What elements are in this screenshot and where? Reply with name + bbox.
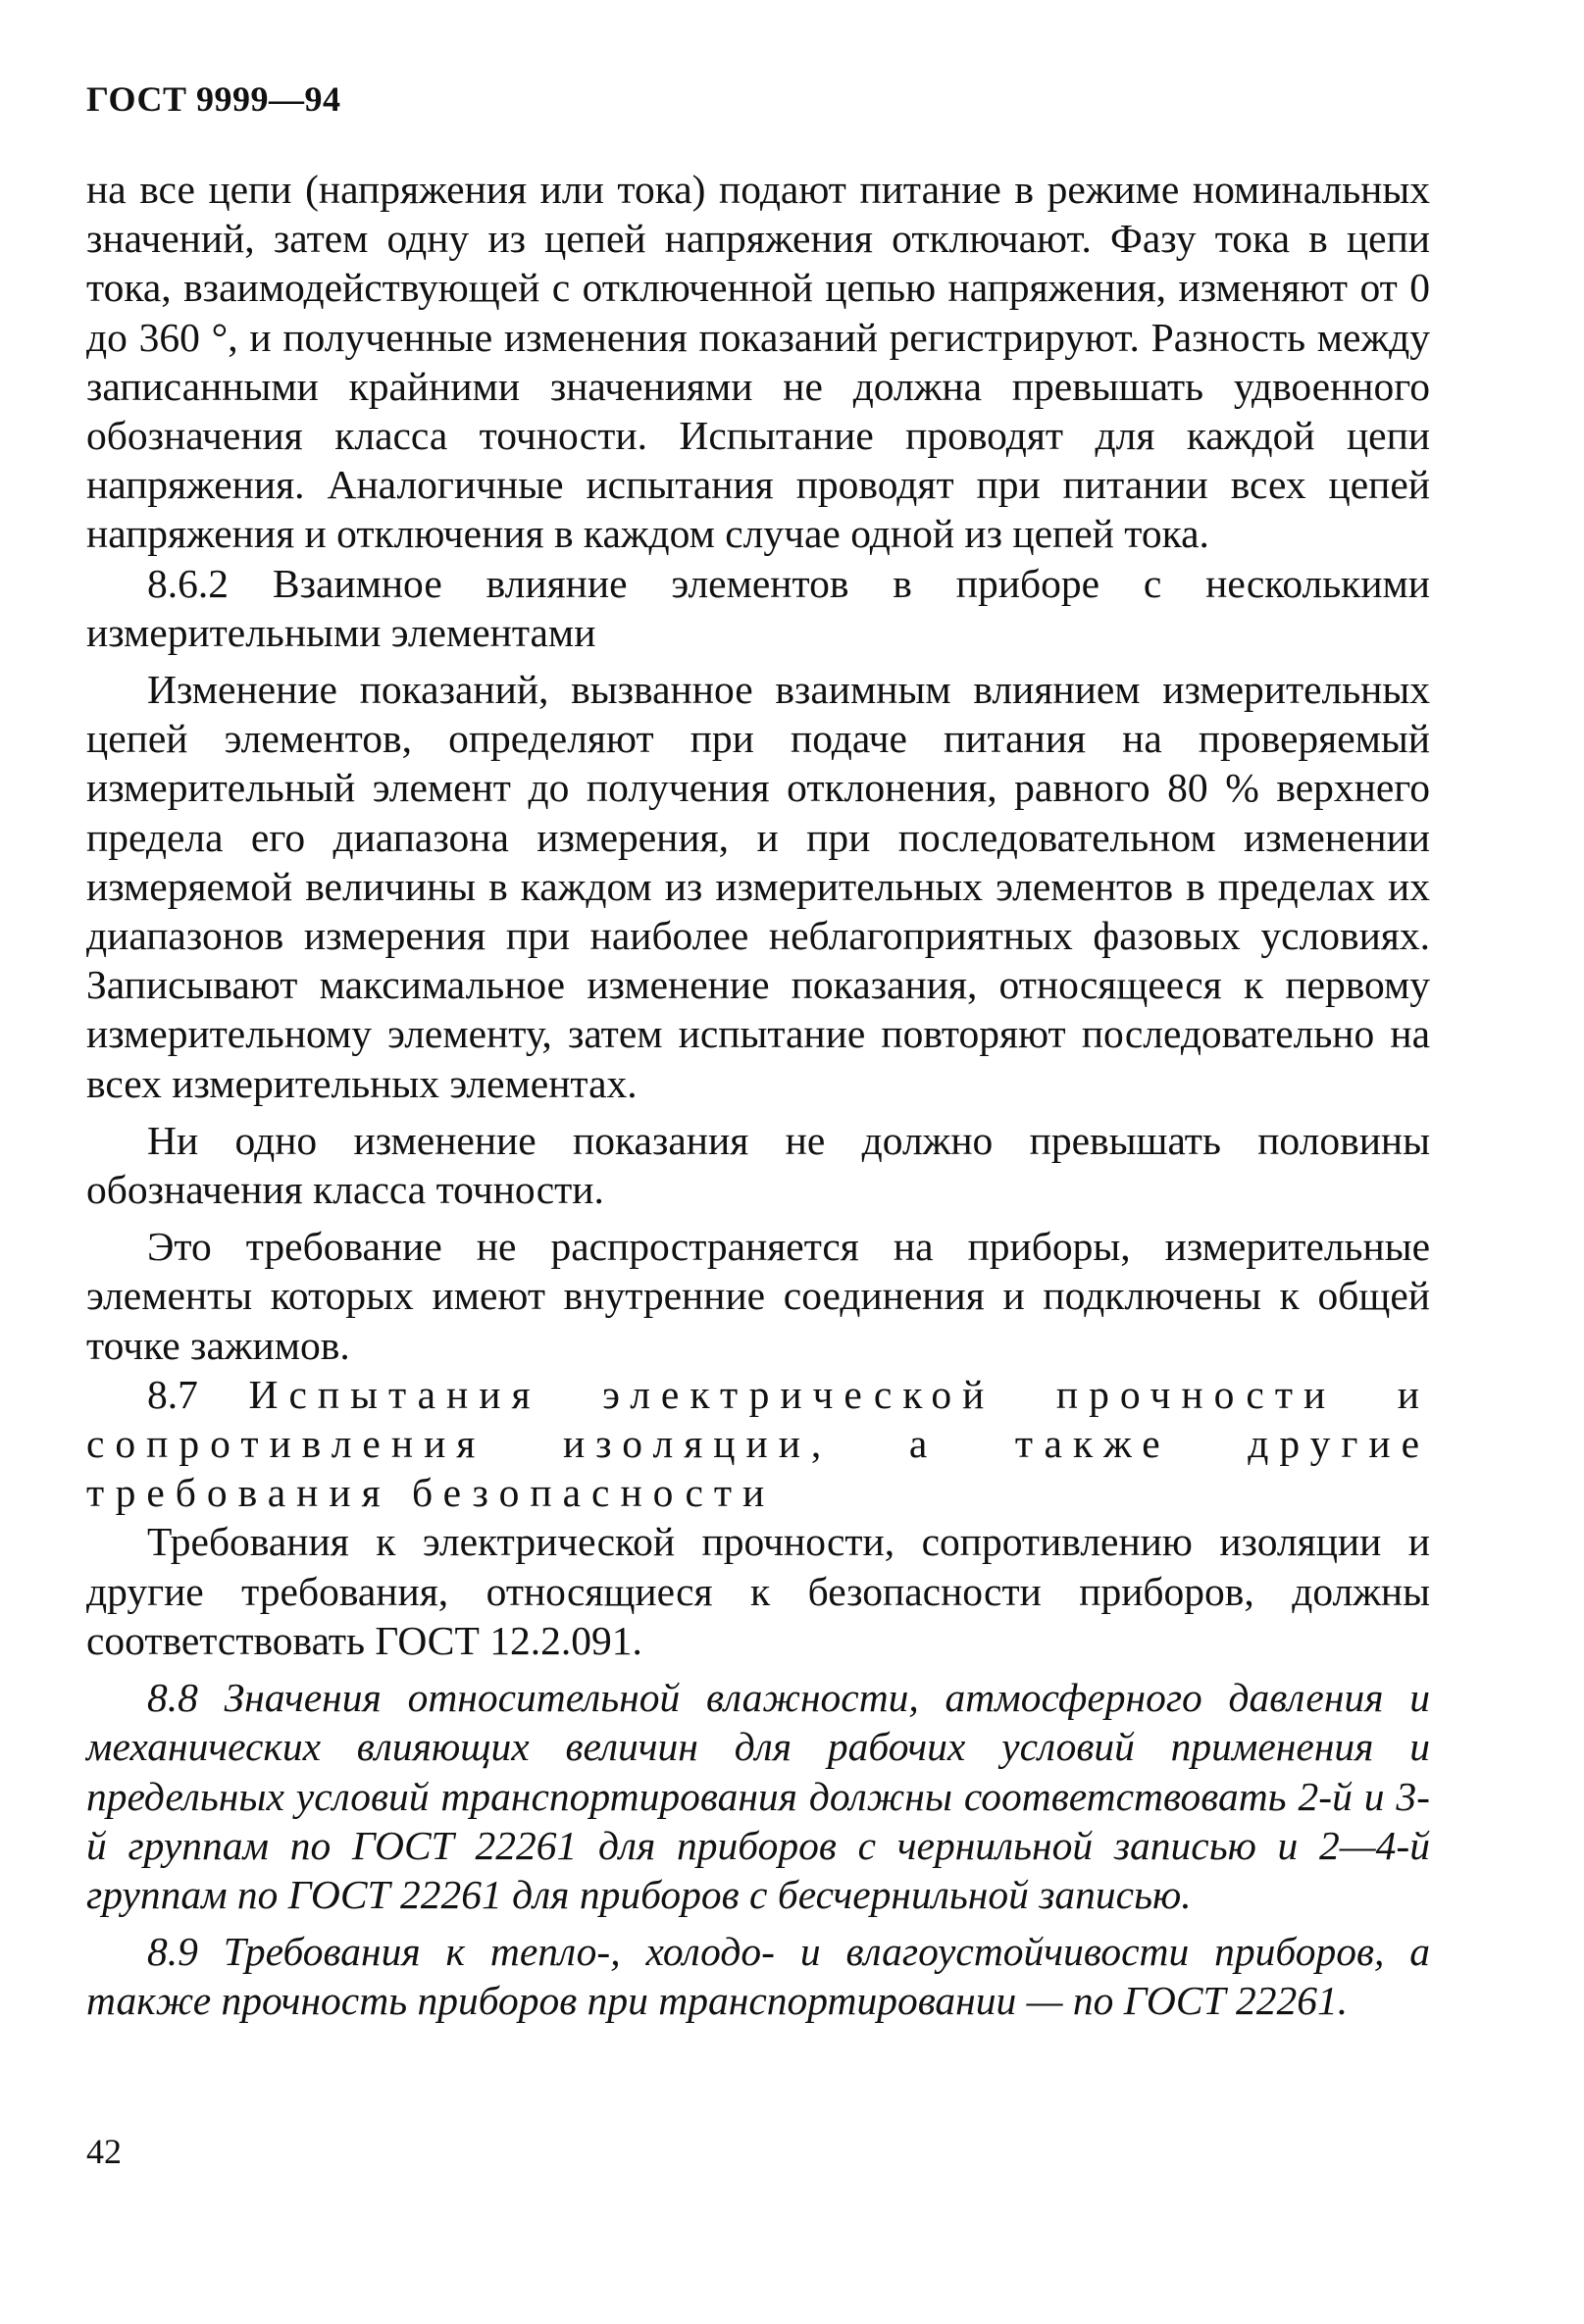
paragraph-accuracy-limit: Ни одно изменение показания не должно превышать половины обозначения класса точности. — [86, 1117, 1430, 1213]
section-title-spaced: Испытания электрической прочности и сопротивления изоляции, а также другие требования безопасности — [86, 1371, 1430, 1516]
paragraph-section-8-6-2: 8.6.2 Взаимное влияние элементов в приборе с несколькими измерительными элементами — [86, 560, 1430, 655]
paragraph-continuation: на все цепи (напряжения или тока) подают питание в режиме номинальных значений, затем одну из цепей напряжения отключают. Фазу тока в цепи тока, взаимодействующей с отключенной цепью напряжения, изменяют от 0 до 360 °, и полученные изменения показаний регистрируют. Разность между записанными крайними значениями не должна превышать удвоенного обозначения класса точности. Испытание проводят для каждой цепи напряжения. Аналогичные испытания проводят при питании всех цепей напряжения и отключения в каждом случае одной из цепей тока. — [86, 167, 1430, 557]
paragraph-section-8-9: 8.9 Требования к тепло-, холодо- и влагоустойчивости приборов, а также прочность приборов при транспортировании — по ГОСТ 22261. — [86, 1929, 1430, 2024]
paragraph-section-8-7 — [86, 1370, 1430, 1518]
paragraph-safety-requirements: Требования к электрической прочности, сопротивлению изоляции и другие требования, относящиеся к безопасности приборов, должны соответствовать ГОСТ 12.2.091. — [86, 1519, 1430, 1663]
document-body — [86, 165, 1430, 2026]
document-header: ГОСТ 9999—94 — [86, 79, 341, 119]
paragraph-exception: Это требование не распространяется на приборы, измерительные элементы которых имеют внутренние соединения и подключены к общей точке зажимов. — [86, 1224, 1430, 1368]
paragraph-mutual-influence: Изменение показаний, вызванное взаимным влиянием измерительных цепей элементов, определяют при подаче питания на проверяемый измерительный элемент до получения отклонения, равного 80 % верхнего предела его диапазона измерения, и при последовательном изменении измеряемой величины в каждом из измерительных элементов в пределах их диапазонов измерения при наиболее неблагоприятных фазовых условиях. Записывают максимальное изменение показания, относящееся к первому измерительному элементу, затем испытание повторяют последовательно на всех измерительных элементах. — [86, 667, 1430, 1106]
page-number: 42 — [86, 2132, 122, 2171]
paragraph-section-8-8: 8.8 Значения относительной влажности, атмосферного давления и механических влияющих величин для рабочих условий применения и предельных условий транспортирования должны соответствовать 2-й и 3-й группам по ГОСТ 22261 для приборов с чернильной записью и 2—4-й группам по ГОСТ 22261 для приборов с бесчернильной записью. — [86, 1675, 1430, 1917]
section-number: 8.7 — [147, 1371, 198, 1417]
